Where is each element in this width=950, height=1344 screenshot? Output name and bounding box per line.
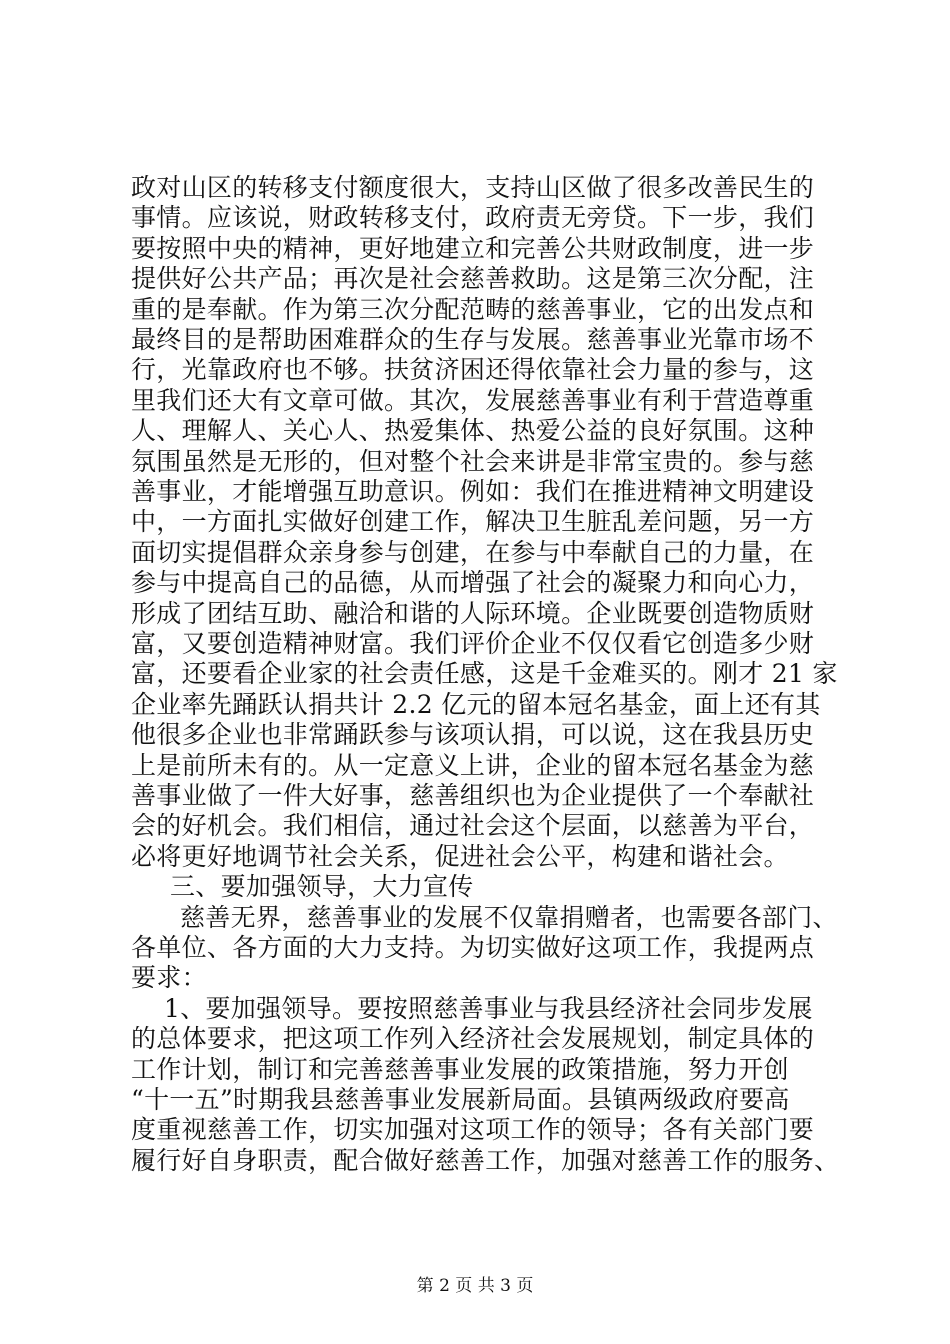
- body-text-line: 善事业做了一件大好事，慈善组织也为企业提供了一个奉献社: [131, 781, 815, 810]
- body-text-line: 企业率先踊跃认捐共计 2.2 亿元的留本冠名基金，面上还有其: [131, 689, 821, 719]
- body-text-line: 中，一方面扎实做好创建工作，解决卫生脏乱差问题，另一方: [131, 507, 815, 537]
- body-text-line: “十一五”时期我县慈善事业发展新局面。县镇两级政府要高: [131, 1085, 790, 1114]
- body-text-line: 最终目的是帮助困难群众的生存与发展。慈善事业光靠市场不: [131, 325, 815, 354]
- body-text-line: 行，光靠政府也不够。扶贫济困还得依靠社会力量的参与，这: [131, 355, 815, 385]
- paragraph-first-line: 1、要加强领导。要按照慈善事业与我县经济社会同步发展: [164, 993, 813, 1023]
- body-text-line: 要按照中央的精神，更好地建立和完善公共财政制度，进一步: [131, 233, 815, 263]
- section-heading: 三、要加强领导，大力宣传: [170, 872, 474, 902]
- body-text-line: 事情。应该说，财政转移支付，政府责无旁贷。下一步，我们: [131, 203, 815, 233]
- body-text-line: 富，还要看企业家的社会责任感，这是千金难买的。刚才 21 家: [131, 659, 838, 689]
- body-text-line: 要求：: [131, 963, 207, 993]
- body-text-line: 善事业，才能增强互助意识。例如：我们在推进精神文明建设: [131, 477, 815, 506]
- body-text-line: 度重视慈善工作，切实加强对这项工作的领导；各有关部门要: [131, 1115, 815, 1145]
- body-text-line: 履行好自身职责，配合做好慈善工作，加强对慈善工作的服务、: [131, 1145, 840, 1175]
- body-text-line: 氛围虽然是无形的，但对整个社会来讲是非常宝贵的。参与慈: [131, 446, 815, 476]
- page-footer: 第 2 页 共 3 页: [416, 1276, 534, 1296]
- body-text-line: 重的是奉献。作为第三次分配范畴的慈善事业，它的出发点和: [131, 294, 815, 324]
- body-text-line: 富，又要创造精神财富。我们评价企业不仅仅看它创造多少财: [131, 629, 815, 658]
- body-text-line: 的总体要求，把这项工作列入经济社会发展规划，制定具体的: [131, 1024, 815, 1054]
- body-text-line: 提供好公共产品；再次是社会慈善救助。这是第三次分配，注: [131, 264, 815, 294]
- body-text-line: 形成了团结互助、融洽和谐的人际环境。企业既要创造物质财: [131, 598, 815, 628]
- body-text-line: 人、理解人、关心人、热爱集体、热爱公益的良好氛围。这种: [131, 416, 815, 446]
- paragraph-first-line: 慈善无界，慈善事业的发展不仅靠捐赠者，也需要各部门、: [180, 902, 838, 932]
- body-text-line: 上是前所未有的。从一定意义上讲，企业的留本冠名基金为慈: [131, 750, 815, 780]
- body-text-line: 参与中提高自己的品德，从而增强了社会的凝聚力和向心力，: [131, 568, 815, 598]
- body-text-line: 工作计划，制订和完善慈善事业发展的政策措施，努力开创: [131, 1054, 789, 1084]
- body-text-line: 必将更好地调节社会关系，促进社会公平，构建和谐社会。: [131, 841, 789, 871]
- body-text-line: 政对山区的转移支付额度很大，支持山区做了很多改善民生的: [131, 173, 815, 202]
- body-text-line: 里我们还大有文章可做。其次，发展慈善事业有利于营造尊重: [131, 385, 815, 415]
- body-text-line: 会的好机会。我们相信，通过社会这个层面，以慈善为平台，: [131, 811, 815, 841]
- body-text-line: 各单位、各方面的大力支持。为切实做好这项工作，我提两点: [131, 933, 815, 962]
- body-text-line: 面切实提倡群众亲身参与创建，在参与中奉献自己的力量，在: [131, 537, 815, 567]
- body-text-line: 他很多企业也非常踊跃参与该项认捐，可以说，这在我县历史: [131, 720, 815, 750]
